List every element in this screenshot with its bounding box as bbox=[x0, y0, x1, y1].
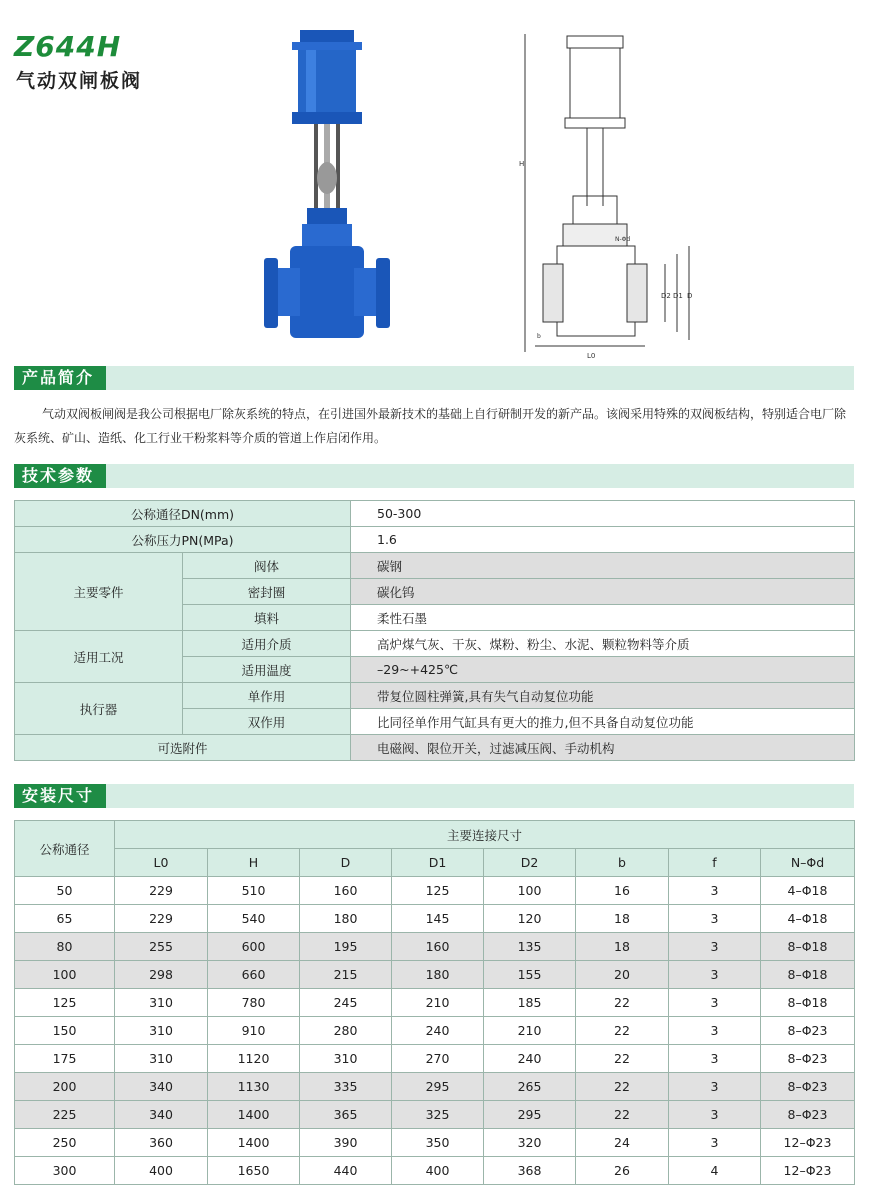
table-cell: 1650 bbox=[208, 1157, 300, 1185]
table-cell: 229 bbox=[115, 905, 208, 933]
table-cell: 310 bbox=[115, 1045, 208, 1073]
table-cell: 3 bbox=[669, 1073, 761, 1101]
section-intro-title: 产品简介 bbox=[14, 366, 106, 390]
table-cell: 210 bbox=[392, 989, 484, 1017]
table-cell: 145 bbox=[392, 905, 484, 933]
table-cell: 135 bbox=[484, 933, 576, 961]
table-cell: 3 bbox=[669, 1129, 761, 1157]
dimension-drawing bbox=[515, 26, 715, 366]
table-cell: 22 bbox=[576, 989, 669, 1017]
table-cell: 310 bbox=[115, 1017, 208, 1045]
table-row bbox=[15, 933, 855, 961]
dim-col-dn: 公称通径 bbox=[15, 821, 115, 877]
table-cell: 1400 bbox=[208, 1101, 300, 1129]
table-cell: 335 bbox=[300, 1073, 392, 1101]
table-cell: 12–Φ23 bbox=[761, 1157, 855, 1185]
spec-value: 带复位圆柱弹簧,具有失气自动复位功能 bbox=[351, 683, 855, 709]
table-cell: 368 bbox=[484, 1157, 576, 1185]
table-cell: 390 bbox=[300, 1129, 392, 1157]
spec-value: 碳化钨 bbox=[351, 579, 855, 605]
table-cell: 180 bbox=[300, 905, 392, 933]
table-cell: 3 bbox=[669, 1017, 761, 1045]
spec-label: 可选附件 bbox=[15, 735, 351, 761]
table-cell: 1400 bbox=[208, 1129, 300, 1157]
table-cell: 215 bbox=[300, 961, 392, 989]
dim-col-header: D2 bbox=[484, 849, 576, 877]
table-cell: 350 bbox=[392, 1129, 484, 1157]
table-cell: 660 bbox=[208, 961, 300, 989]
section-tech-title: 技术参数 bbox=[14, 464, 106, 488]
table-cell: 8–Φ18 bbox=[761, 933, 855, 961]
table-cell: 22 bbox=[576, 1101, 669, 1129]
product-name: 气动双闸板阀 bbox=[16, 70, 143, 92]
spec-table bbox=[14, 500, 855, 761]
table-cell: 175 bbox=[15, 1045, 115, 1073]
table-cell: 16 bbox=[576, 877, 669, 905]
table-cell: 160 bbox=[392, 933, 484, 961]
spec-value: –29~+425℃ bbox=[351, 657, 855, 683]
dim-col-header: b bbox=[576, 849, 669, 877]
table-cell: 440 bbox=[300, 1157, 392, 1185]
dim-col-header: N–Φd bbox=[761, 849, 855, 877]
dim-subheader-row bbox=[15, 849, 855, 877]
spec-row bbox=[15, 735, 855, 761]
table-cell: 8–Φ23 bbox=[761, 1101, 855, 1129]
dim-h-label: H bbox=[519, 160, 525, 168]
table-cell: 3 bbox=[669, 877, 761, 905]
dim-l0-label: L0 bbox=[587, 352, 596, 360]
table-cell: 8–Φ18 bbox=[761, 961, 855, 989]
table-cell: 125 bbox=[15, 989, 115, 1017]
table-cell: 3 bbox=[669, 989, 761, 1017]
spec-row bbox=[15, 683, 855, 709]
table-row bbox=[15, 1129, 855, 1157]
table-cell: 4–Φ18 bbox=[761, 905, 855, 933]
table-cell: 18 bbox=[576, 905, 669, 933]
table-row bbox=[15, 1017, 855, 1045]
table-cell: 3 bbox=[669, 905, 761, 933]
spec-label: 双作用 bbox=[183, 709, 351, 735]
table-cell: 26 bbox=[576, 1157, 669, 1185]
spec-label: 公称通径DN(mm) bbox=[15, 501, 351, 527]
spec-label: 阀体 bbox=[183, 553, 351, 579]
table-cell: 24 bbox=[576, 1129, 669, 1157]
table-cell: 510 bbox=[208, 877, 300, 905]
spec-value: 柔性石墨 bbox=[351, 605, 855, 631]
spec-label: 填料 bbox=[183, 605, 351, 631]
table-cell: 125 bbox=[392, 877, 484, 905]
table-cell: 320 bbox=[484, 1129, 576, 1157]
table-cell: 360 bbox=[115, 1129, 208, 1157]
table-cell: 225 bbox=[15, 1101, 115, 1129]
spec-value: 高炉煤气灰、干灰、煤粉、粉尘、水泥、颗粒物料等介质 bbox=[351, 631, 855, 657]
table-cell: 400 bbox=[115, 1157, 208, 1185]
table-cell: 600 bbox=[208, 933, 300, 961]
table-row bbox=[15, 1101, 855, 1129]
table-cell: 22 bbox=[576, 1045, 669, 1073]
table-cell: 240 bbox=[484, 1045, 576, 1073]
spec-label: 公称压力PN(MPa) bbox=[15, 527, 351, 553]
table-row bbox=[15, 1045, 855, 1073]
table-cell: 310 bbox=[300, 1045, 392, 1073]
dim-col-header: L0 bbox=[115, 849, 208, 877]
table-cell: 8–Φ18 bbox=[761, 989, 855, 1017]
table-cell: 240 bbox=[392, 1017, 484, 1045]
dim-col-header: H bbox=[208, 849, 300, 877]
dim-header-row bbox=[15, 821, 855, 849]
table-cell: 540 bbox=[208, 905, 300, 933]
table-cell: 255 bbox=[115, 933, 208, 961]
table-cell: 18 bbox=[576, 933, 669, 961]
dimension-table bbox=[14, 820, 855, 1185]
table-cell: 100 bbox=[484, 877, 576, 905]
table-cell: 100 bbox=[15, 961, 115, 989]
dim-body bbox=[15, 877, 855, 1185]
table-cell: 300 bbox=[15, 1157, 115, 1185]
dim-col-main: 主要连接尺寸 bbox=[115, 821, 855, 849]
table-cell: 195 bbox=[300, 933, 392, 961]
table-cell: 8–Φ23 bbox=[761, 1017, 855, 1045]
intro-paragraph: 气动双阀板闸阀是我公司根据电厂除灰系统的特点，在引进国外最新技术的基础上自行研制开发的新产品。该阀采用特殊的双阀板结构，特别适合电厂除灰系统、矿山、造纸、化工行业干粉浆料等介质的管道上作启闭作用。 bbox=[14, 407, 847, 445]
table-cell: 340 bbox=[115, 1073, 208, 1101]
spec-value: 比同径单作用气缸具有更大的推力,但不具备自动复位功能 bbox=[351, 709, 855, 735]
spec-group-label: 适用工况 bbox=[15, 631, 183, 683]
table-cell: 80 bbox=[15, 933, 115, 961]
table-cell: 22 bbox=[576, 1017, 669, 1045]
table-cell: 1120 bbox=[208, 1045, 300, 1073]
section-install-title: 安装尺寸 bbox=[14, 784, 106, 808]
table-cell: 280 bbox=[300, 1017, 392, 1045]
table-cell: 3 bbox=[669, 1101, 761, 1129]
table-cell: 325 bbox=[392, 1101, 484, 1129]
spec-group-label: 执行器 bbox=[15, 683, 183, 735]
table-cell: 210 bbox=[484, 1017, 576, 1045]
model-number: Z644H bbox=[14, 30, 122, 63]
spec-label: 密封圈 bbox=[183, 579, 351, 605]
table-cell: 200 bbox=[15, 1073, 115, 1101]
table-cell: 12–Φ23 bbox=[761, 1129, 855, 1157]
table-cell: 250 bbox=[15, 1129, 115, 1157]
table-cell: 4 bbox=[669, 1157, 761, 1185]
table-row bbox=[15, 905, 855, 933]
table-cell: 120 bbox=[484, 905, 576, 933]
spec-row bbox=[15, 631, 855, 657]
table-cell: 50 bbox=[15, 877, 115, 905]
table-cell: 3 bbox=[669, 1045, 761, 1073]
spec-row bbox=[15, 553, 855, 579]
dim-n-label: N-Φd bbox=[615, 236, 631, 243]
table-cell: 365 bbox=[300, 1101, 392, 1129]
table-row bbox=[15, 989, 855, 1017]
table-cell: 8–Φ23 bbox=[761, 1045, 855, 1073]
spec-label: 单作用 bbox=[183, 683, 351, 709]
spec-value: 1.6 bbox=[351, 527, 855, 553]
table-cell: 22 bbox=[576, 1073, 669, 1101]
table-cell: 3 bbox=[669, 961, 761, 989]
table-cell: 8–Φ23 bbox=[761, 1073, 855, 1101]
section-install-header bbox=[14, 784, 854, 808]
dim-col-header: f bbox=[669, 849, 761, 877]
dim-col-header: D bbox=[300, 849, 392, 877]
spec-row bbox=[15, 501, 855, 527]
table-cell: 1130 bbox=[208, 1073, 300, 1101]
table-cell: 910 bbox=[208, 1017, 300, 1045]
table-cell: 310 bbox=[115, 989, 208, 1017]
table-cell: 298 bbox=[115, 961, 208, 989]
table-cell: 65 bbox=[15, 905, 115, 933]
table-row bbox=[15, 1073, 855, 1101]
spec-value: 碳钢 bbox=[351, 553, 855, 579]
table-cell: 400 bbox=[392, 1157, 484, 1185]
valve-photo bbox=[262, 28, 392, 358]
table-cell: 229 bbox=[115, 877, 208, 905]
table-cell: 155 bbox=[484, 961, 576, 989]
section-intro-header bbox=[14, 366, 854, 390]
table-cell: 3 bbox=[669, 933, 761, 961]
spec-label: 适用介质 bbox=[183, 631, 351, 657]
section-tech-header bbox=[14, 464, 854, 488]
spec-value: 50-300 bbox=[351, 501, 855, 527]
dim-d-label: D bbox=[687, 292, 693, 300]
spec-value: 电磁阀、限位开关，过滤减压阀、手动机构 bbox=[351, 735, 855, 761]
spec-row bbox=[15, 527, 855, 553]
table-cell: 160 bbox=[300, 877, 392, 905]
table-cell: 780 bbox=[208, 989, 300, 1017]
spec-label: 适用温度 bbox=[183, 657, 351, 683]
table-row bbox=[15, 1157, 855, 1185]
table-row bbox=[15, 877, 855, 905]
table-cell: 295 bbox=[392, 1073, 484, 1101]
table-cell: 4–Φ18 bbox=[761, 877, 855, 905]
table-row bbox=[15, 961, 855, 989]
table-cell: 180 bbox=[392, 961, 484, 989]
table-cell: 20 bbox=[576, 961, 669, 989]
dim-b-label: b bbox=[537, 333, 541, 340]
spec-group-label: 主要零件 bbox=[15, 553, 183, 631]
table-cell: 270 bbox=[392, 1045, 484, 1073]
table-cell: 265 bbox=[484, 1073, 576, 1101]
dim-col-header: D1 bbox=[392, 849, 484, 877]
dim-d2-label: D2 bbox=[661, 292, 671, 300]
table-cell: 185 bbox=[484, 989, 576, 1017]
dim-d1-label: D1 bbox=[673, 292, 683, 300]
table-cell: 150 bbox=[15, 1017, 115, 1045]
table-cell: 340 bbox=[115, 1101, 208, 1129]
table-cell: 245 bbox=[300, 989, 392, 1017]
table-cell: 295 bbox=[484, 1101, 576, 1129]
